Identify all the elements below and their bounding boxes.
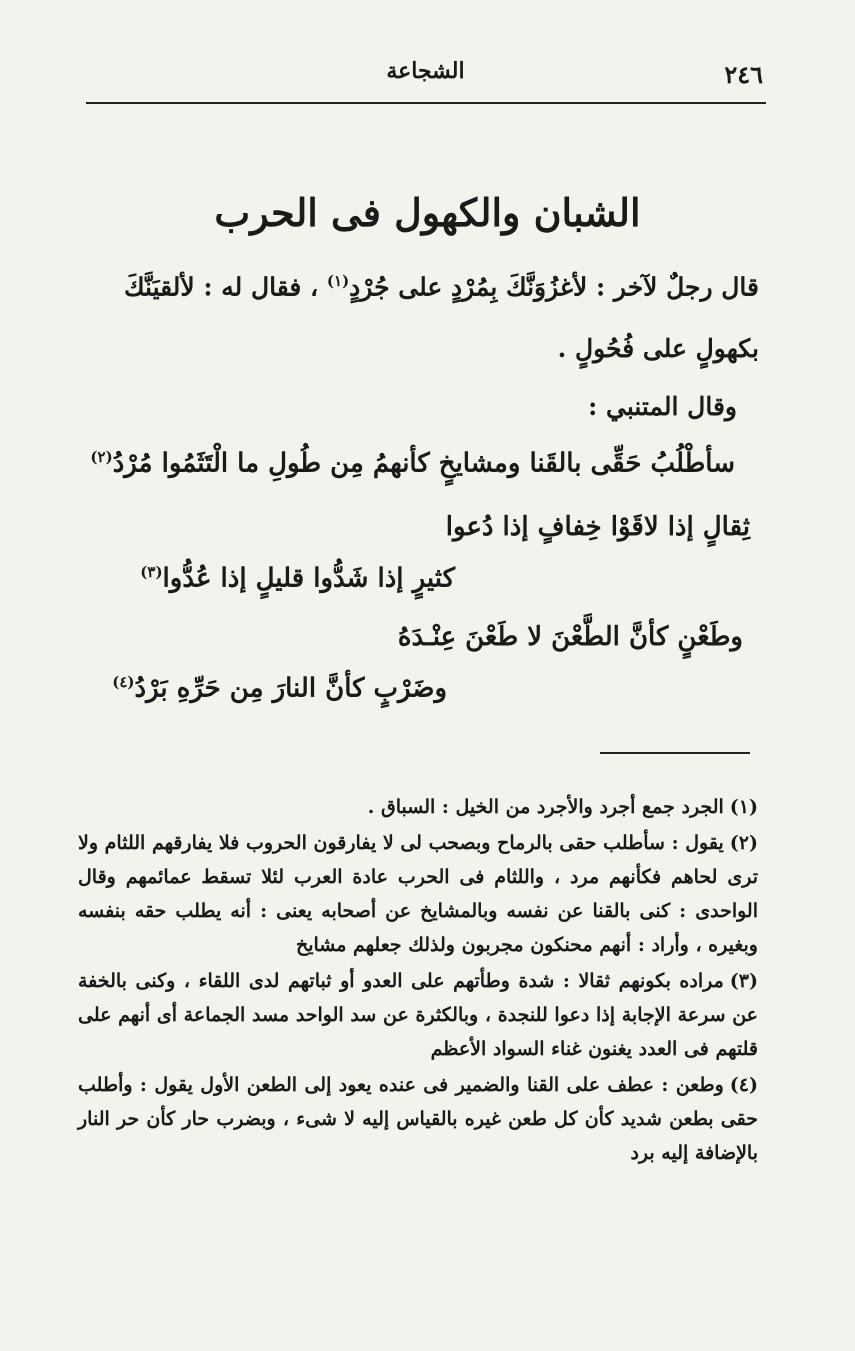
footnote-number: (٣) bbox=[729, 970, 759, 992]
footnote-ref: (٢) bbox=[90, 448, 113, 466]
footnote-rule bbox=[600, 752, 750, 754]
prose-line-1 bbox=[124, 272, 759, 301]
footnote-number: (١) bbox=[729, 796, 758, 818]
footnote-3 bbox=[78, 964, 758, 1066]
footnote-text: الجرد جمع أجرد والأجرد من الخيل : السباق . bbox=[367, 796, 724, 818]
verse-text: سأطْلُبُ حَقِّى بالقَنا ومشايخٍ كأنهمُ مِن طُولِ ما الْتَثَمُوا مُرْدُ bbox=[112, 448, 735, 479]
footnote-ref: (٣) bbox=[140, 563, 163, 581]
footnote-text: وطعن : عطف على القنا والضمير فى عنده يعود إلى الطعن الأول يقول : وأطلب حقى بطعن شديد كأن كل طعن غيره بالقياس إليه لا شىء ، وبضرب حار كأن حر النار بالإضافة إليه برد bbox=[78, 1074, 758, 1164]
verse-line bbox=[446, 512, 750, 542]
running-title: الشجاعة bbox=[386, 58, 465, 84]
prose-text: ، فقال له : لألقيَنَّكَ bbox=[123, 272, 319, 302]
verse-line bbox=[398, 622, 743, 652]
verse-line bbox=[90, 448, 735, 479]
footnotes bbox=[78, 790, 758, 1172]
header-rule bbox=[86, 102, 766, 104]
section-title: الشبان والكهول فى الحرب bbox=[214, 190, 641, 235]
footnote-ref: (٤) bbox=[112, 673, 135, 691]
verse-line bbox=[140, 563, 455, 594]
poem-intro: وقال المتنبي : bbox=[588, 392, 737, 421]
footnote-text: مراده بكونهم ثقالا : شدة وطأتهم على العدو أو ثباتهم لدى اللقاء ، وكنى بالخفة عن سرعة الإجابة إذا دعوا للنجدة ، وبالكثرة عن سد الواحد مسد الجماعة أى أنهم على قلتهم فى العدد يغنون غناء السواد الأعظم bbox=[78, 970, 758, 1060]
prose-text: قال رجلٌ لآخر : لأغزُوَنَّكَ بِمُرْدٍ على جُرْدٍ bbox=[349, 272, 759, 302]
footnote-number: (٢) bbox=[729, 832, 758, 854]
running-head bbox=[88, 58, 763, 92]
footnote-ref: (١) bbox=[326, 272, 350, 290]
footnote-1 bbox=[78, 790, 758, 824]
verse-text: ثِقالٍ إذا لاقَوْا خِفافٍ إذا دُعوا bbox=[445, 512, 750, 542]
footnote-4 bbox=[78, 1068, 758, 1170]
page-number: ٢٤٦ bbox=[724, 60, 763, 89]
footnote-2 bbox=[78, 826, 758, 962]
footnote-number: (٤) bbox=[729, 1074, 758, 1096]
verse-text: وضَرْبٍ كأنَّ النارَ مِن حَرِّهِ بَرْدُ bbox=[134, 673, 447, 704]
verse-text: كثيرٍ إذا شَدُّوا قليلٍ إذا عُدُّوا bbox=[162, 563, 455, 594]
verse-line bbox=[112, 673, 447, 704]
verse-text: وطَعْنٍ كأنَّ الطَّعْنَ لا طَعْنَ عِنْـدَهُ bbox=[397, 622, 743, 652]
prose-line-2: بكهولٍ على فُحُولٍ . bbox=[557, 334, 759, 363]
footnote-text: يقول : سأطلب حقى بالرماح وبصحب لى لا يفارقون الحروب فلا يفارقهم اللثام ولا ترى لحاهم فكأنهم مرد ، واللثام فى الحرب عادة العرب لئلا تسقط عمائمهم وقال الواحدى : كنى بالقنا عن نفسه وبالمشايخ عن أصحابه يعنى : أنه يطلب حقه بنفسه وبغيره ، وأراد : أنهم محنكون مجربون ولذلك جعلهم مشايخ bbox=[78, 832, 758, 956]
